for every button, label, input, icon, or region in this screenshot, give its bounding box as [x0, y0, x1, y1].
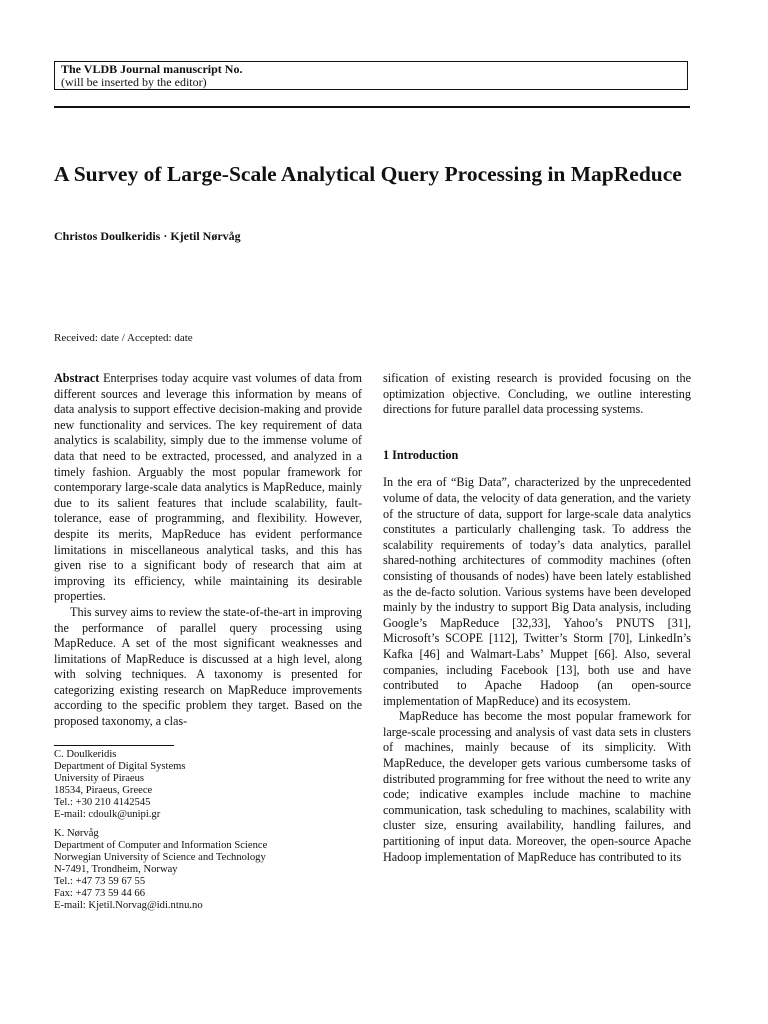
affiliation-line: Norwegian University of Science and Technology — [54, 852, 266, 863]
author1-affiliation — [54, 749, 374, 821]
abstract-paragraph-2: This survey aims to review the state-of-the-art in improving the performance of parallel query processing using MapReduce. A set of the most significant weaknesses and limitations of MapReduce is discussed at a high level, along with solving techniques. A taxonomy is presented for categorizing existing research on MapReduce improvements according to the specific problem they target. Based on the proposed taxonomy, a clas- — [54, 604, 362, 729]
header-rule — [54, 106, 690, 108]
affiliation-line: Tel.: +30 210 4142545 — [54, 797, 151, 808]
affiliation-line: Tel.: +47 73 59 67 55 — [54, 876, 146, 887]
affiliation-line: Department of Computer and Information Science — [54, 840, 268, 851]
paper-title: A Survey of Large-Scale Analytical Query Processing in MapReduce — [54, 162, 682, 186]
received-accepted-line: Received: date / Accepted: date — [54, 332, 193, 344]
affiliation-line: 18534, Piraeus, Greece — [54, 785, 153, 796]
affiliation-line: E-mail: Kjetil.Norvag@idi.ntnu.no — [54, 900, 203, 911]
affiliation-line: University of Piraeus — [54, 773, 145, 784]
left-column — [54, 371, 362, 730]
abstract-label: Abstract — [54, 371, 100, 385]
affiliation-line: C. Doulkeridis — [54, 749, 117, 760]
affiliation-line: K. Nørvåg — [54, 828, 99, 839]
affiliation-line: N-7491, Trondheim, Norway — [54, 864, 178, 875]
abstract-text-1: Enterprises today acquire vast volumes of data from different sources and leverage this information by means of data analysis to support effective decision-making and provide new functionality and services. The key requirement of data analytics is scalability, simply due to the immense volume of data that need to be extracted, processed, and analyzed in a timely fashion. Arguably the most popular framework for contemporary large-scale data analytics is MapReduce, mainly due to its salient features that include scalability, fault-tolerance, ease of programming, and flexibility. However, despite its merits, MapReduce has evident performance limitations in miscellaneous analytical tasks, and this has given rise to a significant body of research that aim at improving its efficiency, while maintaining its desirable properties. — [54, 371, 363, 604]
abstract-paragraph-2-continued: sification of existing research is provided focusing on the optimization objective. Concluding, we outline interesting directions for future parallel data processing systems. — [383, 371, 691, 417]
author2-affiliation — [54, 828, 374, 912]
affiliation-line: Fax: +47 73 59 44 66 — [54, 888, 146, 899]
affiliation-line: Department of Digital Systems — [54, 761, 186, 772]
intro-paragraph-2: MapReduce has become the most popular framework for large-scale processing and analysis of vast data sets in clusters of machines, mainly because of its simplicity. With MapReduce, the developer gets various cumbersome tasks of distributed programming for free without the need to write any code; indicative examples include machine to machine communication, task scheduling to machines, scalability with cluster size, ensuring availability, handling failures, and partitioning of input data. Moreover, the open-source Apache Hadoop implementation of MapReduce has contributed to its — [383, 709, 691, 864]
affiliation-line: E-mail: cdoulk@unipi.gr — [54, 809, 161, 820]
right-column — [383, 371, 691, 865]
footnote-rule — [54, 745, 174, 746]
abstract-paragraph-1 — [54, 371, 362, 605]
section-heading-introduction: 1 Introduction — [383, 447, 459, 462]
journal-manuscript-line: The VLDB Journal manuscript No. — [61, 62, 243, 76]
journal-header-box — [54, 61, 688, 90]
intro-paragraph-1: In the era of “Big Data”, characterized by the unprecedented volume of data, the velocity of data generation, and the variety of the structure of data, support for large-scale data analytics constitutes a particularly challenging task. To address the scalability requirements of today’s data analytics, parallel shared-nothing architectures of commodity machines (often consisting of thousands of nodes) have been lately established as the de-facto solution. Various systems have been developed mainly by the industry to support Big Data analysis, including Google’s MapReduce [32,33], Yahoo’s PNUTS [31], Microsoft’s SCOPE [112], Twitter’s Storm [70], LinkedIn’s Kafka [46] and Walmart-Labs’ Muppet [66]. Also, several companies, including Facebook [13], both use and have contributed to Apache Hadoop (an open-source implementation of MapReduce) and its ecosystem. — [383, 475, 691, 708]
authors: Christos Doulkeridis · Kjetil Nørvåg — [54, 229, 241, 243]
editor-note-line: (will be inserted by the editor) — [61, 75, 207, 89]
